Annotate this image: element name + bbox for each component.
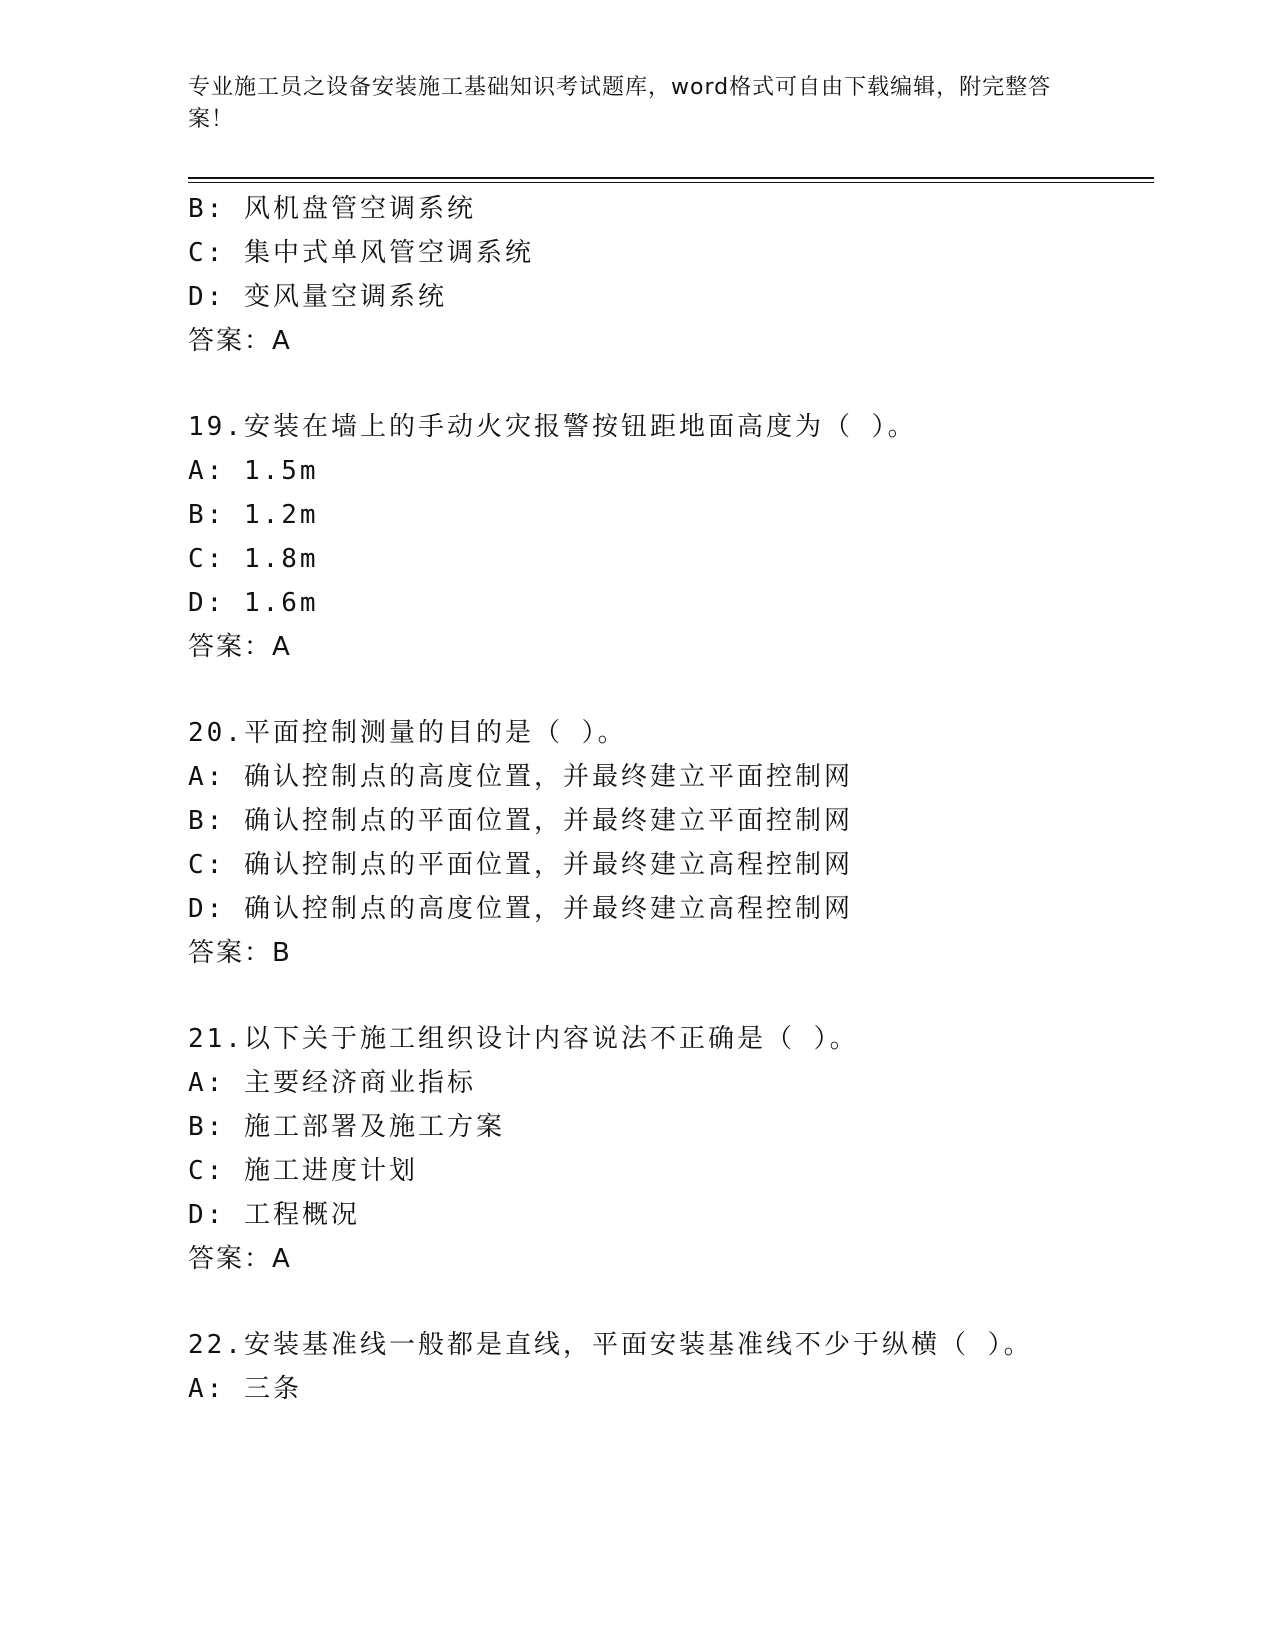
question-21-option-c: C: 施工进度计划	[188, 1156, 418, 1186]
header-divider-thick	[188, 177, 1154, 179]
question-21: 21.以下关于施工组织设计内容说法不正确是（ ）。	[188, 1024, 859, 1054]
question-20-option-c: C: 确认控制点的平面位置，并最终建立高程控制网	[188, 850, 853, 880]
question-21-answer: 答案：A	[188, 1244, 292, 1274]
question-20: 20.平面控制测量的目的是（ ）。	[188, 718, 627, 748]
question-20-option-b: B: 确认控制点的平面位置，并最终建立平面控制网	[188, 806, 853, 836]
answer: 答案：A	[188, 326, 292, 356]
question-19-option-c: C: 1.8m	[188, 544, 319, 574]
option-d: D: 变风量空调系统	[188, 282, 447, 312]
header-divider-thin	[188, 182, 1154, 183]
question-20-answer: 答案：B	[188, 938, 292, 968]
question-21-option-b: B: 施工部署及施工方案	[188, 1112, 505, 1142]
option-c: C: 集中式单风管空调系统	[188, 238, 534, 268]
question-22: 22.安装基准线一般都是直线，平面安装基准线不少于纵横（ ）。	[188, 1330, 1033, 1360]
question-19-option-d: D: 1.6m	[188, 588, 319, 618]
question-21-option-a: A: 主要经济商业指标	[188, 1068, 476, 1098]
question-19-answer: 答案：A	[188, 632, 292, 662]
question-20-option-a: A: 确认控制点的高度位置，并最终建立平面控制网	[188, 762, 853, 792]
option-b: B: 风机盘管空调系统	[188, 194, 476, 224]
question-19-option-b: B: 1.2m	[188, 500, 319, 530]
question-22-option-a: A: 三条	[188, 1374, 302, 1404]
question-21-option-d: D: 工程概况	[188, 1200, 360, 1230]
question-20-option-d: D: 确认控制点的高度位置，并最终建立高程控制网	[188, 894, 853, 924]
question-19-option-a: A: 1.5m	[188, 456, 319, 486]
question-19: 19.安装在墙上的手动火灾报警按钮距地面高度为（ ）。	[188, 412, 917, 442]
document-header: 专业施工员之设备安装施工基础知识考试题库，word格式可自由下载编辑，附完整答案！	[188, 75, 1052, 132]
